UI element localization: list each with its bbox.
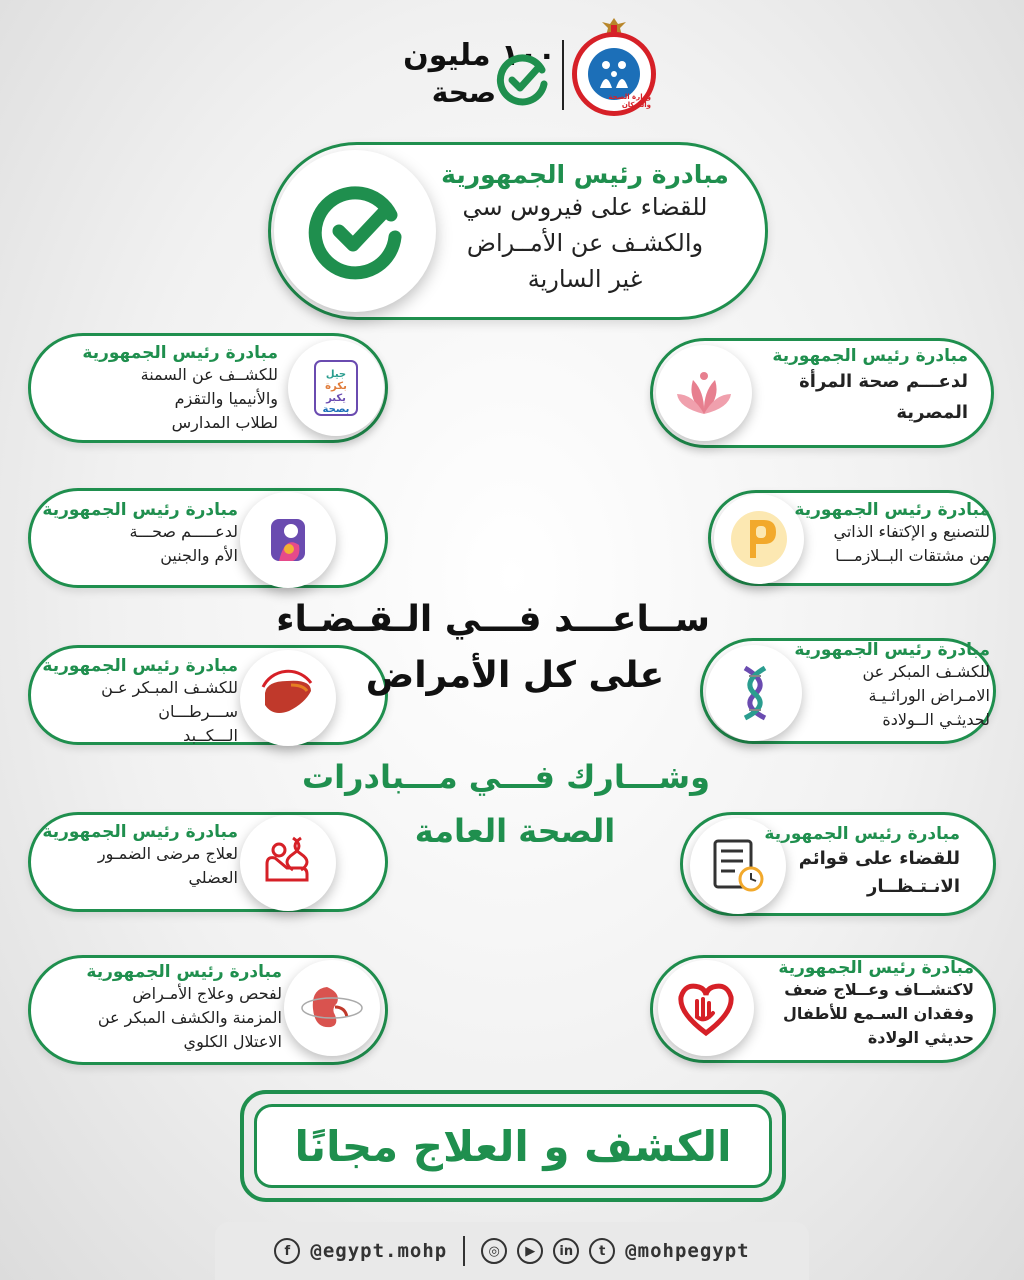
card-text-waiting	[730, 824, 960, 900]
social-footer	[215, 1222, 809, 1280]
card-text-liver	[8, 656, 238, 748]
lotus-icon	[669, 358, 739, 428]
card-line: للكشـف المبـكر عـن	[101, 678, 238, 697]
card-text-hearing	[744, 958, 974, 1050]
card-title: مبادرة رئيس الجمهورية	[42, 500, 238, 520]
mother-fetus-icon-circle	[240, 492, 336, 588]
free-services-banner	[240, 1090, 786, 1202]
card-title: مبادرة رئيس الجمهورية	[794, 640, 990, 660]
muscle-dna-icon	[253, 828, 323, 898]
card-line: الامـراض الوراثـيـة	[868, 686, 990, 705]
card-line: لطلاب المدارس	[171, 413, 278, 432]
center-sub-line-2: الصحة العامة	[414, 812, 616, 850]
top-card-line: غير السارية	[527, 265, 643, 293]
top-card-text	[440, 160, 730, 297]
social-handle[interactable]: @mohpegypt	[625, 1240, 750, 1262]
ministry-of-health-logo	[572, 32, 656, 116]
liver-icon	[253, 663, 323, 733]
header	[0, 10, 1024, 110]
top-card-line: للقضاء على فيروس سي	[462, 193, 708, 221]
card-line: المصرية	[896, 402, 968, 423]
card-text-women	[738, 346, 968, 428]
card-text-genetic	[760, 640, 990, 732]
card-line: العضلي	[188, 868, 238, 887]
card-line: للكشـف المبكر عن	[862, 662, 990, 681]
card-line: لفحص وعلاج الأمـراض	[132, 984, 282, 1003]
card-line: الأم والجنين	[160, 546, 238, 565]
top-card-title: مبادرة رئيس الجمهورية	[441, 160, 729, 189]
card-line: لدعـــم صحة المرأة	[799, 371, 968, 392]
center-headline-line-2: على كل الأمراض	[365, 655, 665, 696]
hearing-icon-circle	[658, 960, 754, 1056]
linkedin-icon[interactable]: in	[553, 1238, 579, 1264]
top-card-icon-circle	[274, 150, 436, 312]
card-line: حديثي الولادة	[867, 1028, 974, 1047]
card-title: مبادرة رئيس الجمهورية	[86, 962, 282, 982]
card-text-kidney	[52, 962, 282, 1054]
top-card-line: والكشـف عن الأمــراض	[466, 229, 704, 257]
center-headline	[276, 592, 710, 704]
100-million-health-logo	[376, 38, 556, 110]
svg-text:بكرة: بكرة	[325, 381, 347, 392]
banner-inner	[254, 1104, 772, 1188]
card-text-school	[48, 343, 278, 435]
heart-hand-icon	[671, 973, 741, 1043]
card-line: الاعتلال الكلوي	[183, 1032, 282, 1051]
card-title: مبادرة رئيس الجمهورية	[772, 346, 968, 366]
brand-line-1: ١٠٠ مليون	[403, 38, 556, 73]
card-line: المزمنة والكشف المبكر عن	[97, 1008, 282, 1027]
twitter-icon[interactable]: t	[589, 1238, 615, 1264]
center-sub-line-1: وشـــارك فـــي مـــبادرات	[301, 758, 710, 796]
card-title: مبادرة رئيس الجمهورية	[42, 822, 238, 842]
card-title: مبادرة رئيس الجمهورية	[82, 343, 278, 363]
kidney-icon-circle	[284, 960, 380, 1056]
banner-text: الكشف و العلاج مجانًا	[294, 1121, 732, 1171]
facebook-icon[interactable]: f	[274, 1238, 300, 1264]
mother-baby-icon	[253, 505, 323, 575]
instagram-icon[interactable]: ◎	[481, 1238, 507, 1264]
card-line: وفقدان السـمع للأطفال	[783, 1004, 974, 1023]
card-line: ســـرطـــان	[158, 702, 238, 721]
card-text-mother-fetus	[8, 500, 238, 568]
footer-divider	[463, 1236, 465, 1266]
card-line: والأنيميا والتقزم	[174, 389, 278, 408]
checkmark-icon	[305, 181, 405, 281]
card-line: لاكتشــاف وعــلاج ضعف	[784, 980, 974, 999]
card-line: لعلاج مرضى الضمـور	[97, 844, 238, 863]
svg-text:يكبر: يكبر	[326, 393, 346, 404]
center-subheadline	[301, 750, 710, 858]
checkmark-logo-icon	[494, 52, 550, 108]
card-line: الانـتـظــار	[867, 876, 960, 897]
card-line: الـــكــبد	[183, 726, 238, 745]
card-line: من مشتقات البــلازمـــا	[835, 546, 990, 565]
card-title: مبادرة رئيس الجمهورية	[42, 656, 238, 676]
card-line: لحديثـي الــولادة	[882, 710, 990, 729]
brand-line-2: صحة	[431, 76, 496, 109]
svg-text:بصحة: بصحة	[322, 404, 350, 415]
facebook-handle[interactable]: @egypt.mohp	[310, 1240, 448, 1262]
card-line: للتصنيع و الإكتفاء الذاتي	[833, 522, 990, 541]
card-line: للقضاء على قوائم	[798, 848, 960, 869]
header-divider	[562, 40, 564, 110]
card-text-plasma	[760, 500, 990, 568]
center-headline-line-1: ســاعـــد فـــي الـقـضـاء	[276, 599, 710, 640]
card-text-muscular	[8, 822, 238, 890]
card-line: للكشــف عن السمنة	[140, 365, 278, 384]
card-title: مبادرة رئيس الجمهورية	[778, 958, 974, 978]
school-health-logo-icon	[301, 353, 371, 423]
card-title: مبادرة رئيس الجمهورية	[794, 500, 990, 520]
card-title: مبادرة رئيس الجمهورية	[764, 824, 960, 844]
card-line: لدعـــــم صحـــة	[129, 522, 238, 541]
school-health-icon-circle	[288, 340, 384, 436]
kidney-icon	[297, 973, 367, 1043]
svg-text:جيل: جيل	[325, 369, 347, 380]
ministry-caption: وزارة الصحة والسكان	[608, 93, 651, 109]
youtube-icon[interactable]: ▶	[517, 1238, 543, 1264]
